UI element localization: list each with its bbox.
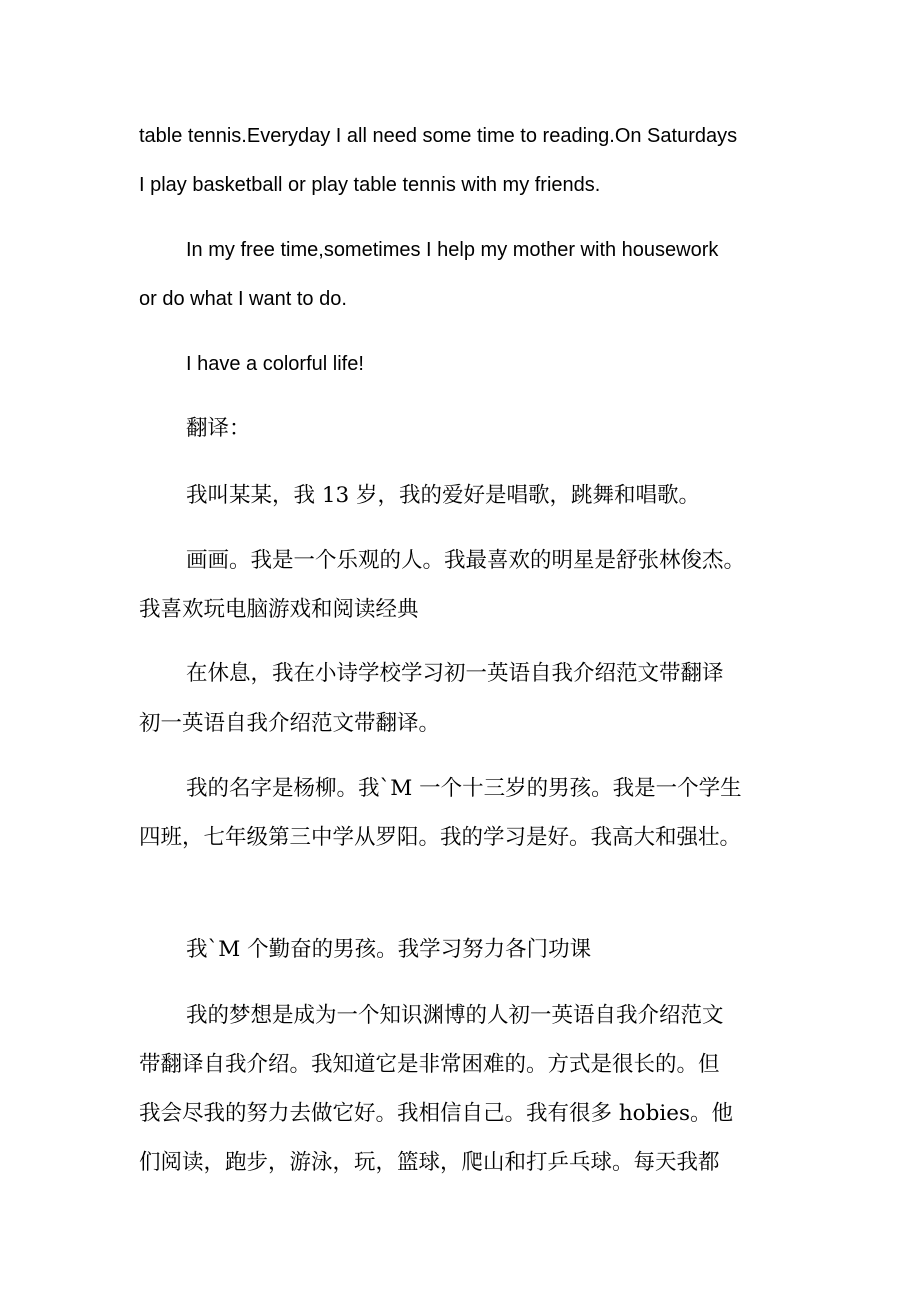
text-line: 翻译： — [186, 416, 251, 441]
text-line: 我的名字是杨柳。我`M 一个十三岁的男孩。我是一个学生 — [186, 776, 742, 801]
text-line: 我喜欢玩电脑游戏和阅读经典 — [139, 597, 419, 622]
text-line: I have a colorful life! — [186, 353, 364, 375]
text-line: 我会尽我的努力去做它好。我相信自己。我有很多 hobies。他 — [139, 1101, 734, 1126]
text-line: 初一英语自我介绍范文带翻译。 — [139, 711, 441, 736]
text-line: 画画。我是一个乐观的人。我最喜欢的明星是舒张林俊杰。 — [186, 548, 746, 573]
text-line: 我的梦想是成为一个知识渊博的人初一英语自我介绍范文 — [186, 1003, 724, 1028]
text-line: 带翻译自我介绍。我知道它是非常困难的。方式是很长的。但 — [139, 1052, 720, 1077]
text-line: In my free time,sometimes I help my mother with housework — [186, 239, 719, 261]
text-line: or do what I want to do. — [139, 288, 347, 310]
text-line: 我`M 个勤奋的男孩。我学习努力各门功课 — [186, 937, 592, 962]
text-line: I play basketball or play table tennis with my friends. — [139, 174, 601, 196]
text-line: 在休息，我在小诗学校学习初一英语自我介绍范文带翻译 — [186, 661, 724, 686]
text-line: 四班，七年级第三中学从罗阳。我的学习是好。我高大和强壮。 — [139, 825, 742, 850]
text-line: 们阅读，跑步，游泳，玩，篮球，爬山和打乒乓球。每天我都 — [139, 1150, 720, 1175]
text-line: table tennis.Everyday I all need some time to reading.On Saturdays — [139, 125, 738, 147]
text-line: 我叫某某，我 13 岁，我的爱好是唱歌，跳舞和唱歌。 — [186, 483, 701, 508]
